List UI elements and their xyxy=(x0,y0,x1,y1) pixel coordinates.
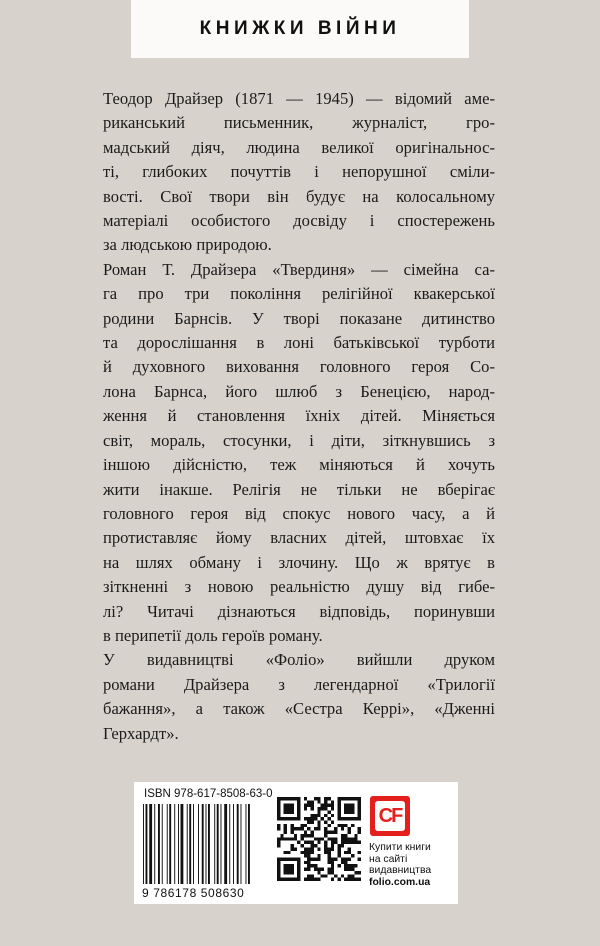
text-line: Теодор Драйзер (1871 — 1945) — відомий аме- xyxy=(103,89,495,108)
text-line: світ, мораль, стосунки, і діти, зіткнувшись з xyxy=(103,430,495,450)
qr-code[interactable] xyxy=(277,797,361,881)
text-line: мадський діяч, людина великої оригінальнос- xyxy=(103,137,495,157)
text-line: в перипетії доль героїв роману. xyxy=(103,625,323,645)
publisher-logo xyxy=(370,796,410,836)
text-line: га про три покоління релігійної квакерської xyxy=(103,284,495,304)
paragraph xyxy=(103,87,495,258)
text-line: зіткненні з новою реальністю душу від гибе- xyxy=(103,577,495,597)
text-line: У видавництві «Фоліо» вийшли друком xyxy=(103,650,495,670)
barcode-digits: 9 786178 508630 xyxy=(142,886,245,900)
buy-line-2: на сайті xyxy=(369,853,408,865)
isbn-panel xyxy=(134,782,458,904)
buy-line-1: Купити книги xyxy=(369,842,431,853)
text-line: за людською природою. xyxy=(103,235,272,255)
text-line: на шлях обману і злочину. Що ж врятує в xyxy=(103,552,495,572)
text-line: романи Драйзера з легендарної «Трилогії xyxy=(103,674,495,694)
text-line: бажання», а також «Сестра Керрі», «Дженні xyxy=(103,699,495,719)
text-line: та дорослішання в лоні батьківської турботи xyxy=(103,333,495,353)
text-line: родини Барнсів. У творі показане дитинство xyxy=(103,308,495,328)
text-line: ті, глибоких почуттів і непорушної сміли- xyxy=(103,162,495,182)
text-line: лона Барнса, його шлюб з Бенецією, народ- xyxy=(103,381,495,401)
series-banner xyxy=(131,0,469,58)
barcode xyxy=(141,804,275,888)
publisher-url[interactable]: folio.com.ua xyxy=(369,876,431,888)
text-line: головного героя від спокус нового часу, а й xyxy=(103,503,495,523)
series-title: КНИЖКИ ВІЙНИ xyxy=(199,18,401,39)
paragraph xyxy=(103,258,495,649)
buy-line-3: видавництва xyxy=(369,865,432,877)
text-line: й духовного виховання головного героя Со- xyxy=(103,357,495,377)
isbn-number: ISBN 978-617-8508-63-0 xyxy=(144,788,273,800)
buy-books-note xyxy=(369,842,457,888)
text-line: протиставляє йому власних дітей, штовхає їх xyxy=(103,528,495,548)
text-line: жити інакше. Релігія не тільки не вберігає xyxy=(103,479,495,499)
text-line: вості. Свої твори він будує на колосальному xyxy=(103,186,495,206)
text-line: Роман Т. Драйзера «Твердиня» — сімейна са- xyxy=(103,259,495,279)
text-line: лі? Читачі дізнаються відповідь, поринувши xyxy=(103,601,495,621)
text-line: ження й становлення їхніх дітей. Міняється xyxy=(103,406,495,426)
text-line: Герхардт». xyxy=(103,723,179,743)
text-line: матеріалі особистого досвіду і спостережень xyxy=(103,211,495,231)
annotation-text xyxy=(103,87,495,746)
text-line: іншою дійсністю, теж міняються й хочуть xyxy=(103,455,495,475)
paragraph xyxy=(103,648,495,746)
publisher-logo-mark: CF xyxy=(375,801,405,831)
text-line: риканський письменник, журналіст, гро- xyxy=(103,113,495,133)
